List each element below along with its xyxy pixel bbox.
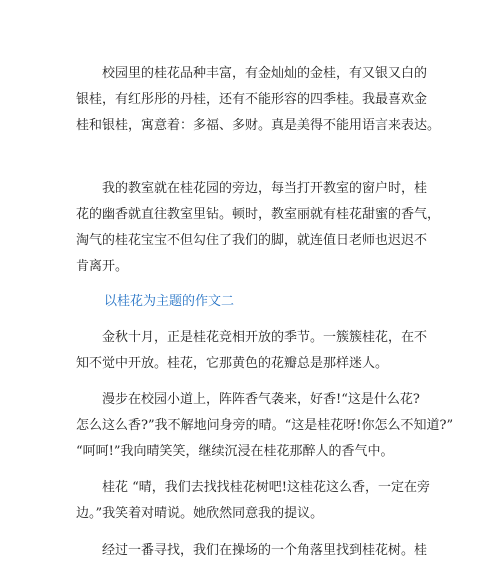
paragraph-4-line-2: 怎么这么香?”我不解地问身旁的晴。“这是桂花呀!你怎么不知道?” bbox=[76, 418, 454, 433]
paragraph-4-line-1: 漫步在校园小道上，阵阵香气袭来，好香!“这是什么花? bbox=[76, 392, 420, 407]
paragraph-5 bbox=[76, 475, 431, 527]
paragraph-5-line-1: 桂花 “晴，我们去找找桂花树吧!这桂花这么香，一定在旁 bbox=[76, 480, 431, 495]
paragraph-1 bbox=[76, 61, 441, 139]
paragraph-2-line-3: 淘气的桂花宝宝不但勾住了我们的脚，就连值日老师也迟迟不 bbox=[76, 233, 428, 248]
section-heading: 以桂花为主题的作文二 bbox=[104, 294, 235, 309]
paragraph-3-line-1: 金秋十月，正是桂花竞相开放的季节。一簇簇桂花，在不 bbox=[76, 330, 428, 345]
paragraph-1-line-2: 银桂，有红彤彤的丹桂，还有不能形容的四季桂。我最喜欢金 bbox=[76, 92, 428, 107]
paragraph-1-line-3: 桂和银桂，寓意着：多福、多财。真是美得不能用语言来表达。 bbox=[76, 118, 441, 133]
paragraph-2-line-2: 花的幽香就直往教室里钻。顿时，教室丽就有桂花甜蜜的香气， bbox=[76, 207, 441, 222]
paragraph-2-line-4: 肯离开。 bbox=[76, 259, 129, 274]
paragraph-2 bbox=[76, 176, 441, 280]
paragraph-3-line-2: 知不觉中开放。桂花，它那黄色的花瓣总是那样迷人。 bbox=[76, 356, 389, 371]
paragraph-6-line-1: 经过一番寻找，我们在操场的一个角落里找到桂花树。桂 bbox=[76, 543, 428, 558]
paragraph-4-line-3: “呵呵!”我向晴笑笑，继续沉浸在桂花那醉人的香气中。 bbox=[76, 444, 394, 459]
paragraph-4 bbox=[76, 387, 454, 465]
paragraph-5-line-2: 边。”我笑着对晴说。她欣然同意我的提议。 bbox=[76, 506, 324, 521]
paragraph-6 bbox=[76, 538, 428, 564]
paragraph-1-line-1: 校园里的桂花品种丰富，有金灿灿的金桂，有又银又白的 bbox=[76, 66, 428, 81]
paragraph-2-line-1: 我的教室就在桂花园的旁边，每当打开教室的窗户时，桂 bbox=[76, 181, 428, 196]
paragraph-3 bbox=[76, 325, 428, 377]
